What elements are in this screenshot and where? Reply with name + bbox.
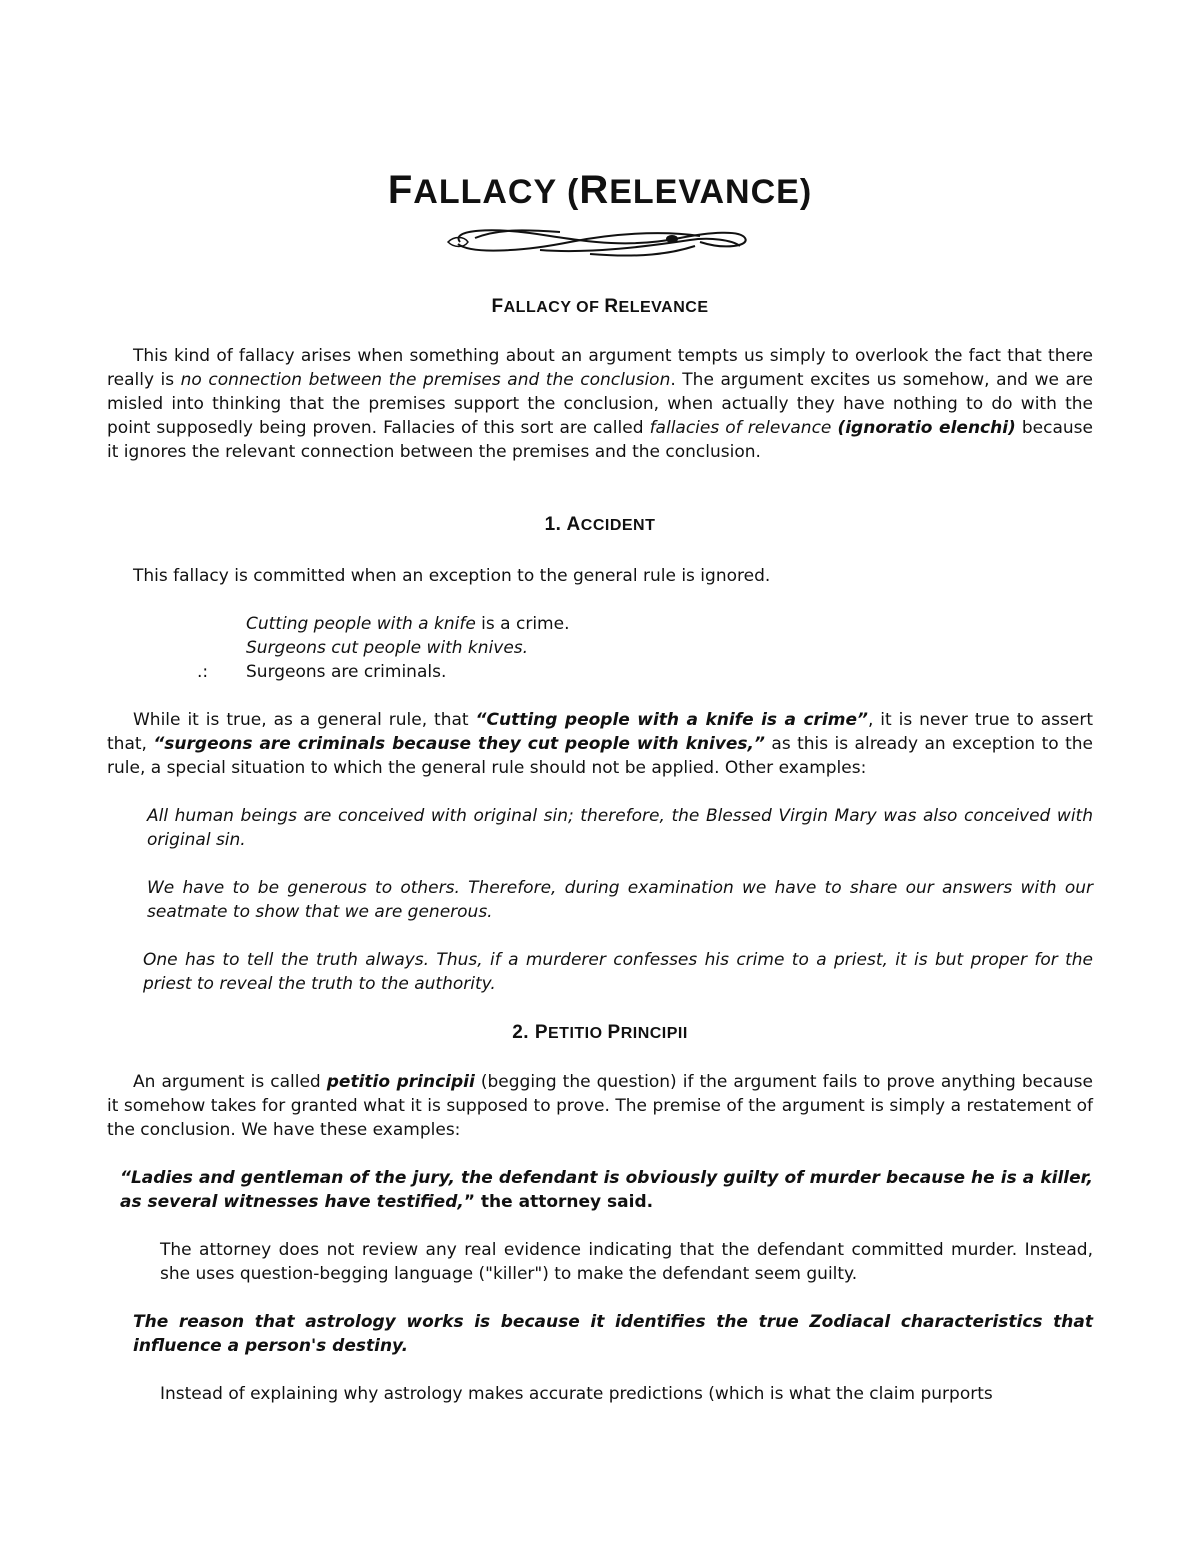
petitio-note-2: Instead of explaining why astrology makes accurate predictions (which is what the claim purports [160,1384,993,1404]
accident-example-1: All human beings are conceived with original sin; therefore, the Blessed Virgin Mary was also conceived with original sin. [147,806,1093,850]
section-heading-petitio-principii: 2. PETITIO PRINCIPII [512,1022,688,1043]
petitio-example-1: “Ladies and gentleman of the jury, the defendant is obviously guilty of murder because he is a killer, as several witnesses have testified,” the attorney said. [120,1168,1093,1212]
accident-intro: This fallacy is committed when an exception to the general rule is ignored. [133,566,771,586]
accident-explanation: While it is true, as a general rule, that “Cutting people with a knife is a crime”, it is never true to assert that, “surgeons are criminals because they cut people with knives,” as this is already an exception to the rule, a special situation to which the general rule should not be applied. Other examples: [107,710,1093,778]
document-title: FALLACY (RELEVANCE) [387,168,813,212]
accident-example-3: One has to tell the truth always. Thus, if a murderer confesses his crime to a priest, it is but proper for the priest to reveal the truth to the authority. [143,950,1093,994]
section-heading-accident: 1. ACCIDENT [544,514,656,535]
petitio-note-1: The attorney does not review any real evidence indicating that the defendant committed murder. Instead, she uses question-begging language ("killer") to make the defendant seem guilty. [160,1240,1093,1284]
syllogism-premise-1: Cutting people with a knife is a crime. [246,614,570,634]
petitio-example-2: The reason that astrology works is because it identifies the true Zodiacal characteristics that influence a person's destiny. [133,1312,1093,1356]
flourish-divider-icon [440,220,760,262]
accident-example-2: We have to be generous to others. Therefore, during examination we have to share our answers with our seatmate to show that we are generous. [147,878,1093,922]
intro-paragraph: This kind of fallacy arises when something about an argument tempts us simply to overlook the fact that there really is no connection between the premises and the conclusion. The argument excites us somehow, and we are misled into thinking that the premises support the conclusion, when actually they have nothing to do with the point supposedly being proven. Fallacies of this sort are called fallacies of relevance (ignoratio elenchi) because it ignores the relevant connection between the premises and the conclusion. [107,346,1093,462]
petitio-intro: An argument is called petitio principii (begging the question) if the argument fails to prove anything because it somehow takes for granted what it is supposed to prove. The premise of the argument is simply a restatement of the conclusion. We have these examples: [107,1072,1093,1140]
section-heading-fallacy-of-relevance: FALLACY OF RELEVANCE [491,296,709,317]
therefore-symbol: .: [197,662,209,682]
syllogism-premise-2: Surgeons cut people with knives. [246,638,529,658]
syllogism-conclusion: Surgeons are criminals. [246,662,447,682]
